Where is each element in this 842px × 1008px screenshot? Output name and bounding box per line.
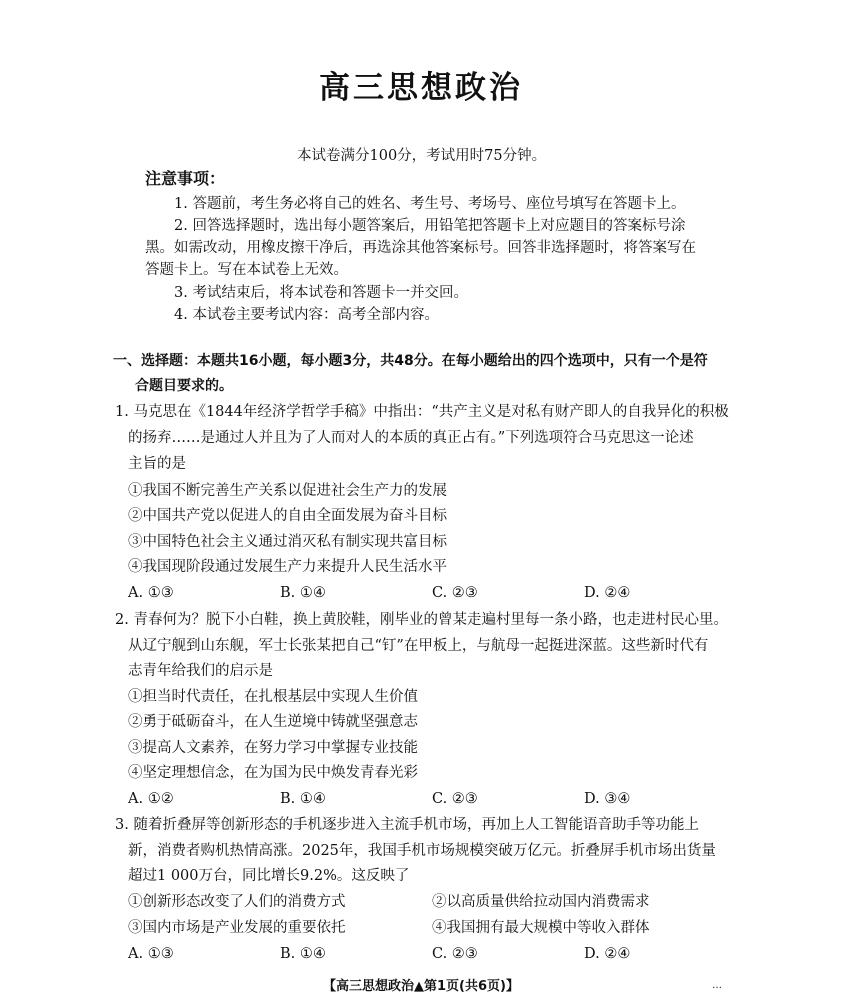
statement-item: ②以高质量供给拉动国内消费需求 [432, 894, 650, 910]
question-stem: 主旨的是 [128, 456, 186, 472]
corner-mark: … [712, 980, 722, 991]
option-b[interactable]: B. ①④ [280, 946, 326, 962]
question-stem: 3. 随着折叠屏等创新形态的手机逐步进入主流手机市场，再加上人工智能语音助手等功能上 [115, 817, 699, 833]
question-stem: 新，消费者购机热情高涨。2025年，我国手机市场规模突破万亿元。折叠屏手机市场出货量 [128, 843, 716, 859]
option-a[interactable]: A. ①② [128, 791, 174, 807]
statement-item: ②中国共产党以促进人的自由全面发展为奋斗目标 [128, 508, 447, 524]
statement-item: ①担当时代责任，在扎根基层中实现人生价值 [128, 689, 418, 705]
statement-item: ③国内市场是产业发展的重要依托 [128, 920, 346, 936]
notice-line: 答题卡上。写在本试卷上无效。 [145, 262, 348, 278]
statement-item: ④我国现阶段通过发展生产力来提升人民生活水平 [128, 559, 447, 575]
notice-line: 4. 本试卷主要考试内容：高考全部内容。 [174, 307, 439, 323]
notice-line: 1. 答题前，考生务必将自己的姓名、考生号、考场号、座位号填写在答题卡上。 [174, 196, 686, 212]
option-a[interactable]: A. ①③ [128, 585, 174, 601]
option-a[interactable]: A. ①③ [128, 946, 174, 962]
notice-line: 黑。如需改动，用橡皮擦干净后，再选涂其他答案标号。回答非选择题时，将答案写在 [145, 240, 696, 256]
option-d[interactable]: D. ②④ [584, 585, 631, 601]
statement-item: ③提高人文素养，在努力学习中掌握专业技能 [128, 740, 418, 756]
page-title: 高三思想政治 [319, 70, 523, 106]
option-b[interactable]: B. ①④ [280, 791, 326, 807]
statement-item: ①我国不断完善生产关系以促进社会生产力的发展 [128, 483, 447, 499]
notice-line: 3. 考试结束后，将本试卷和答题卡一并交回。 [174, 285, 468, 301]
section-heading: 一、选择题：本题共16小题，每小题3分，共48分。在每小题给出的四个选项中，只有一个是符 [113, 353, 708, 369]
option-d[interactable]: D. ②④ [584, 946, 631, 962]
notice-heading: 注意事项： [145, 169, 226, 188]
question-stem: 的扬弃……是通过人并且为了人而对人的本质的真正占有。”下列选项符合马克思这一论述 [128, 430, 694, 446]
exam-info: 本试卷满分100分，考试用时75分钟。 [297, 148, 547, 164]
option-c[interactable]: C. ②③ [432, 946, 478, 962]
question-stem: 2. 青春何为？脱下小白鞋，换上黄胶鞋，刚毕业的曾某走遍村里每一条小路，也走进村民心里。 [115, 612, 728, 628]
notice-line: 2. 回答选择题时，选出每小题答案后，用铅笔把答题卡上对应题目的答案标号涂 [174, 218, 686, 234]
option-b[interactable]: B. ①④ [280, 585, 326, 601]
option-c[interactable]: C. ②③ [432, 585, 478, 601]
option-c[interactable]: C. ②③ [432, 791, 478, 807]
option-d[interactable]: D. ③④ [584, 791, 631, 807]
statement-item: ④坚定理想信念，在为国为民中焕发青春光彩 [128, 765, 418, 781]
question-stem: 志青年给我们的启示是 [128, 663, 273, 679]
question-stem: 从辽宁舰到山东舰，军士长张某把自己“钉”在甲板上，与航母一起挺进深蓝。这些新时代有 [128, 638, 709, 654]
statement-item: ③中国特色社会主义通过消灭私有制实现共富目标 [128, 534, 447, 550]
section-heading-cont: 合题目要求的。 [135, 378, 233, 394]
statement-item: ①创新形态改变了人们的消费方式 [128, 894, 346, 910]
statement-item: ④我国拥有最大规模中等收入群体 [432, 920, 650, 936]
statement-item: ②勇于砥砺奋斗，在人生逆境中铸就坚强意志 [128, 714, 418, 730]
question-stem: 1. 马克思在《1844年经济学哲学手稿》中指出：“共产主义是对私有财产即人的自我异化的积极 [115, 404, 729, 420]
page-footer: 【高三思想政治▲第1页(共6页)】 [323, 979, 519, 994]
question-stem: 超过1 000万台，同比增长9.2%。这反映了 [128, 868, 410, 884]
